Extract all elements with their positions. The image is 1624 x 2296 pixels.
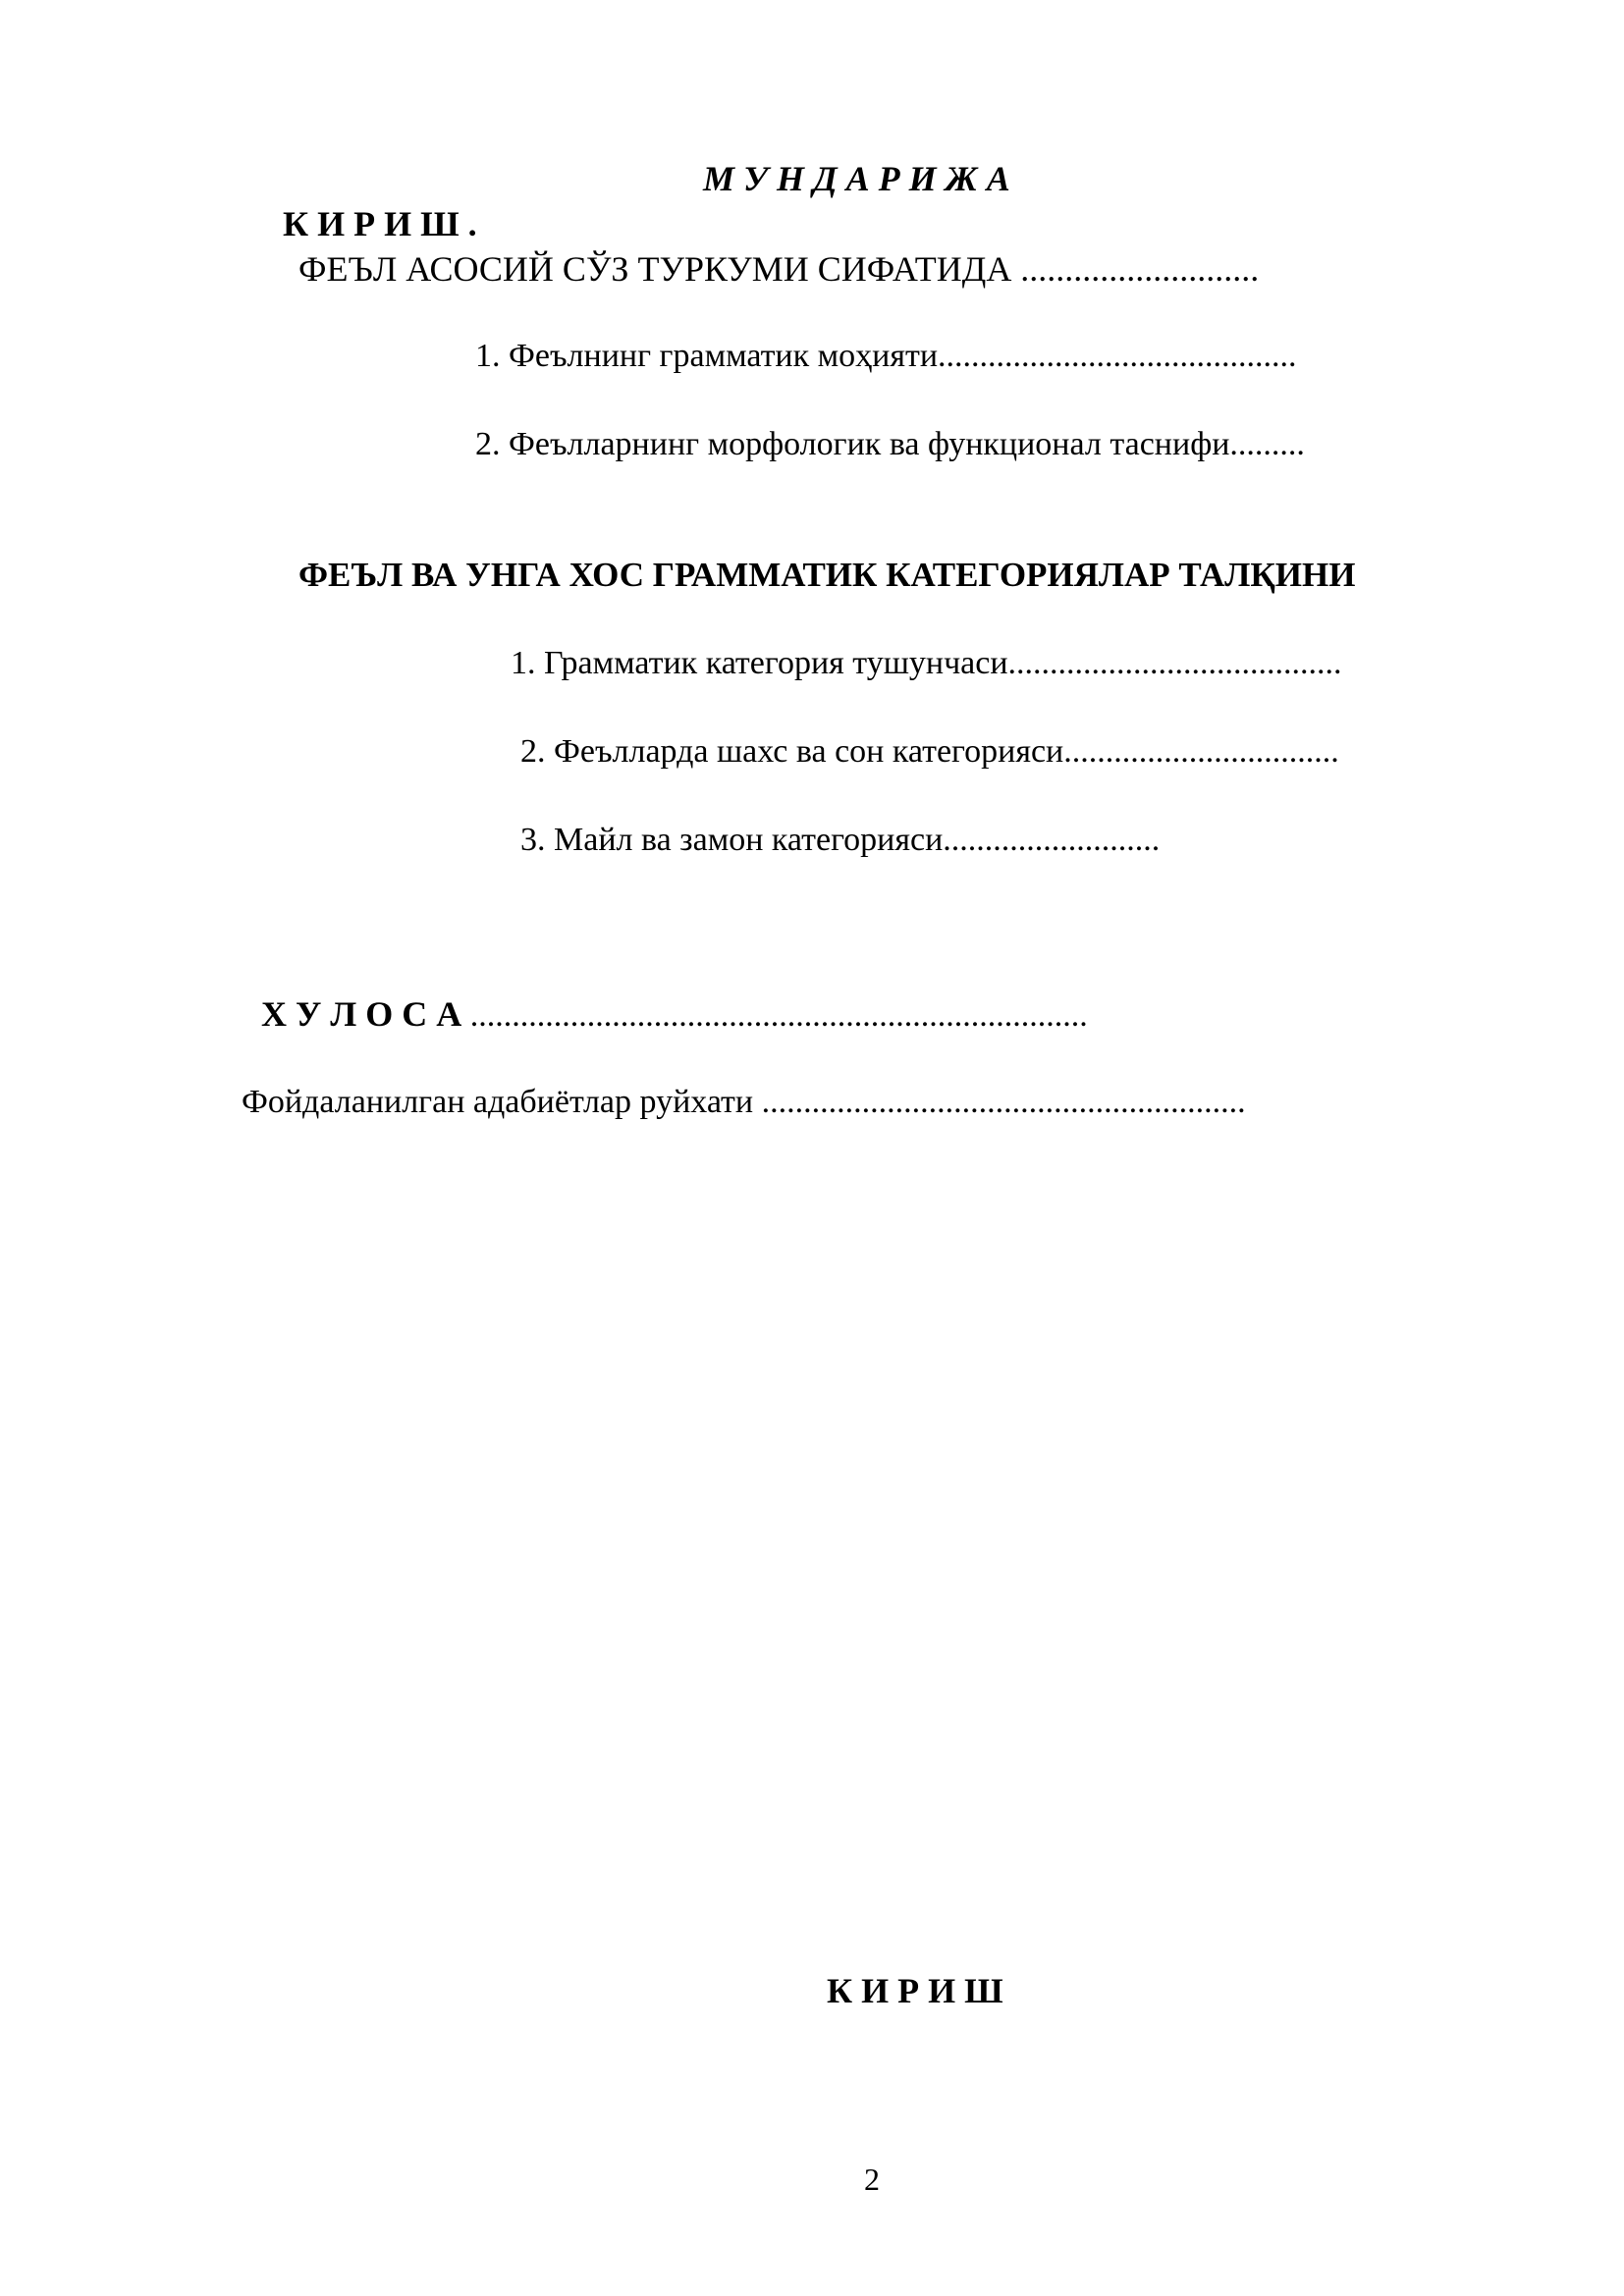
section-heading: К И Р И Ш: [827, 1971, 1003, 2010]
toc-chapter2-title: ФЕЪЛ ВА УНГА ХОС ГРАММАТИК КАТЕГОРИЯЛАР ТАЛҚИНИ: [298, 556, 1356, 594]
toc-intro-heading: К И Р И Ш .: [283, 204, 477, 243]
toc-chapter2-item: 2. Феълларда шахс ва сон категорияси.................................: [520, 733, 1339, 770]
toc-conclusion-dots: ..........................................................................: [461, 997, 1088, 1034]
toc-references: Фойдаланилган адабиётлар руйхати ..........................................................: [242, 1084, 1246, 1120]
toc-chapter1-title: ФЕЪЛ АСОСИЙ СЎЗ ТУРКУМИ СИФАТИДА ...........................: [298, 249, 1260, 289]
toc-chapter2-item: 1. Грамматик категория тушунчаси........................................: [511, 645, 1342, 681]
toc-title: М У Н Д А Р И Ж А: [703, 159, 1010, 198]
toc-chapter1-item: 1. Феълнинг грамматик моҳияти...........................................: [475, 338, 1297, 374]
toc-chapter1-item: 2. Феълларнинг морфологик ва функционал таснифи.........: [475, 426, 1305, 462]
page-number: 2: [864, 2162, 880, 2197]
toc-chapter2-item: 3. Майл ва замон категорияси..........................: [520, 822, 1161, 858]
toc-conclusion-label: Х У Л О С А: [261, 994, 462, 1034]
toc-conclusion: [261, 994, 1088, 1036]
